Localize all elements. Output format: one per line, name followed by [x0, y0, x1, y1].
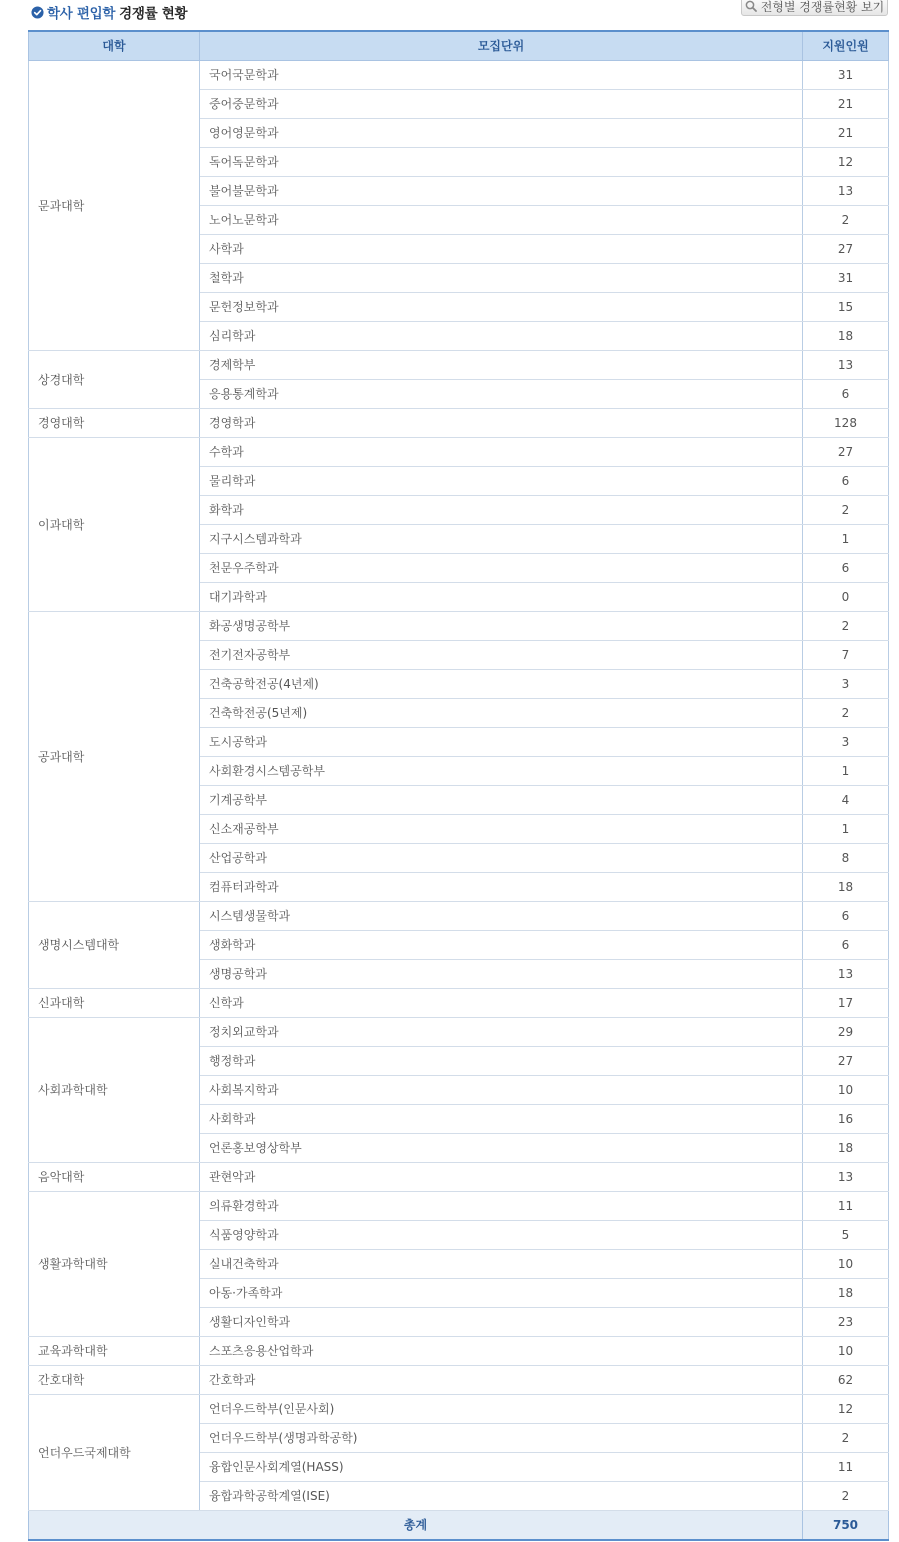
applicant-count-cell: 2: [803, 1481, 889, 1510]
unit-cell: 철학과: [200, 263, 803, 292]
applicant-count-cell: 21: [803, 89, 889, 118]
unit-cell: 천문우주학과: [200, 553, 803, 582]
unit-cell: 행정학과: [200, 1046, 803, 1075]
applicant-count-cell: 6: [803, 466, 889, 495]
table-row: [29, 437, 889, 466]
unit-cell: 언론홍보영상학부: [200, 1133, 803, 1162]
unit-cell: 독어독문학과: [200, 147, 803, 176]
applicant-count-cell: 2: [803, 495, 889, 524]
unit-cell: 생명공학과: [200, 959, 803, 988]
college-cell: 간호대학: [29, 1365, 200, 1394]
unit-cell: 실내건축학과: [200, 1249, 803, 1278]
unit-cell: 사학과: [200, 234, 803, 263]
applicant-count-cell: 27: [803, 437, 889, 466]
applicant-count-cell: 10: [803, 1336, 889, 1365]
college-cell: 언더우드국제대학: [29, 1394, 200, 1510]
unit-cell: 산업공학과: [200, 843, 803, 872]
applicant-count-cell: 13: [803, 176, 889, 205]
column-header-unit: 모집단위: [200, 31, 803, 60]
unit-cell: 응용통계학과: [200, 379, 803, 408]
applicant-count-cell: 2: [803, 205, 889, 234]
applicant-count-cell: 10: [803, 1075, 889, 1104]
unit-cell: 융합과학공학계열(ISE): [200, 1481, 803, 1510]
applicant-count-cell: 16: [803, 1104, 889, 1133]
table-row: [29, 60, 889, 89]
table-row: [29, 408, 889, 437]
column-header-college: 대학: [29, 31, 200, 60]
applicant-count-cell: 31: [803, 60, 889, 89]
applicant-count-cell: 3: [803, 727, 889, 756]
unit-cell: 사회환경시스템공학부: [200, 756, 803, 785]
applicant-count-cell: 12: [803, 147, 889, 176]
applicant-count-cell: 6: [803, 379, 889, 408]
applicant-count-cell: 27: [803, 234, 889, 263]
unit-cell: 관현악과: [200, 1162, 803, 1191]
applicant-count-cell: 62: [803, 1365, 889, 1394]
unit-cell: 경영학과: [200, 408, 803, 437]
applicant-count-cell: 18: [803, 321, 889, 350]
applicant-count-cell: 31: [803, 263, 889, 292]
applicant-count-cell: 1: [803, 524, 889, 553]
applicant-count-cell: 11: [803, 1452, 889, 1481]
table-row: [29, 1365, 889, 1394]
table-row: [29, 1394, 889, 1423]
applicant-count-cell: 18: [803, 1133, 889, 1162]
unit-cell: 언더우드학부(생명과학공학): [200, 1423, 803, 1452]
applicant-count-cell: 15: [803, 292, 889, 321]
total-label: 총계: [29, 1510, 803, 1540]
unit-cell: 신학과: [200, 988, 803, 1017]
unit-cell: 사회학과: [200, 1104, 803, 1133]
applicant-count-cell: 13: [803, 959, 889, 988]
college-cell: 신과대학: [29, 988, 200, 1017]
applicant-count-cell: 12: [803, 1394, 889, 1423]
unit-cell: 융합인문사회계열(HASS): [200, 1452, 803, 1481]
unit-cell: 지구시스템과학과: [200, 524, 803, 553]
applicant-count-cell: 2: [803, 611, 889, 640]
college-cell: 경영대학: [29, 408, 200, 437]
applicant-count-cell: 7: [803, 640, 889, 669]
unit-cell: 문헌정보학과: [200, 292, 803, 321]
applicant-count-cell: 27: [803, 1046, 889, 1075]
unit-cell: 화학과: [200, 495, 803, 524]
unit-cell: 건축공학전공(4년제): [200, 669, 803, 698]
unit-cell: 식품영양학과: [200, 1220, 803, 1249]
applicant-count-cell: 8: [803, 843, 889, 872]
unit-cell: 수학과: [200, 437, 803, 466]
unit-cell: 도시공학과: [200, 727, 803, 756]
applicant-count-cell: 2: [803, 1423, 889, 1452]
college-cell: 생명시스템대학: [29, 901, 200, 988]
applicant-count-cell: 5: [803, 1220, 889, 1249]
unit-cell: 언더우드학부(인문사회): [200, 1394, 803, 1423]
table-row: [29, 611, 889, 640]
applicant-count-cell: 21: [803, 118, 889, 147]
college-cell: 이과대학: [29, 437, 200, 611]
unit-cell: 생화학과: [200, 930, 803, 959]
total-value: 750: [803, 1510, 889, 1540]
unit-cell: 노어노문학과: [200, 205, 803, 234]
unit-cell: 아동·가족학과: [200, 1278, 803, 1307]
table-row: [29, 1191, 889, 1220]
unit-cell: 시스템생물학과: [200, 901, 803, 930]
unit-cell: 정치외교학과: [200, 1017, 803, 1046]
applicant-count-cell: 4: [803, 785, 889, 814]
table-body: [29, 60, 889, 1510]
table-row: [29, 988, 889, 1017]
applicant-count-cell: 29: [803, 1017, 889, 1046]
unit-cell: 영어영문학과: [200, 118, 803, 147]
applicant-count-cell: 6: [803, 930, 889, 959]
applicant-count-cell: 1: [803, 814, 889, 843]
applicant-count-cell: 6: [803, 901, 889, 930]
applicant-count-cell: 13: [803, 350, 889, 379]
unit-cell: 불어불문학과: [200, 176, 803, 205]
table-header-row: [29, 31, 889, 60]
total-row: [29, 1510, 889, 1540]
title-accent: 학사 편입학: [47, 6, 116, 22]
applicant-count-cell: 17: [803, 988, 889, 1017]
unit-cell: 신소재공학부: [200, 814, 803, 843]
unit-cell: 건축학전공(5년제): [200, 698, 803, 727]
unit-cell: 컴퓨터과학과: [200, 872, 803, 901]
section-title: [31, 2, 187, 22]
top-bar: [0, 0, 899, 26]
applicant-count-cell: 0: [803, 582, 889, 611]
table-row: [29, 1336, 889, 1365]
competition-rate-table: [28, 30, 889, 1541]
unit-cell: 경제학부: [200, 350, 803, 379]
unit-cell: 기계공학부: [200, 785, 803, 814]
table-row: [29, 350, 889, 379]
unit-cell: 심리학과: [200, 321, 803, 350]
unit-cell: 대기과학과: [200, 582, 803, 611]
college-cell: 교육과학대학: [29, 1336, 200, 1365]
college-cell: 생활과학대학: [29, 1191, 200, 1336]
unit-cell: 전기전자공학부: [200, 640, 803, 669]
applicant-count-cell: 23: [803, 1307, 889, 1336]
applicant-count-cell: 13: [803, 1162, 889, 1191]
applicant-count-cell: 6: [803, 553, 889, 582]
applicant-count-cell: 10: [803, 1249, 889, 1278]
applicant-count-cell: 3: [803, 669, 889, 698]
search-icon: [745, 0, 757, 12]
unit-cell: 스포츠응용산업학과: [200, 1336, 803, 1365]
unit-cell: 중어중문학과: [200, 89, 803, 118]
college-cell: 음악대학: [29, 1162, 200, 1191]
table-row: [29, 1017, 889, 1046]
unit-cell: 생활디자인학과: [200, 1307, 803, 1336]
college-cell: 문과대학: [29, 60, 200, 350]
unit-cell: 국어국문학과: [200, 60, 803, 89]
applicant-count-cell: 11: [803, 1191, 889, 1220]
unit-cell: 의류환경학과: [200, 1191, 803, 1220]
table-row: [29, 1162, 889, 1191]
applicant-count-cell: 18: [803, 1278, 889, 1307]
table-row: [29, 901, 889, 930]
college-cell: 상경대학: [29, 350, 200, 408]
title-rest: 경쟁률 현황: [119, 6, 188, 22]
column-header-applicants: 지원인원: [803, 31, 889, 60]
view-by-admission-type-button[interactable]: [741, 0, 888, 16]
check-circle-icon: [31, 6, 44, 19]
applicant-count-cell: 18: [803, 872, 889, 901]
applicant-count-cell: 2: [803, 698, 889, 727]
unit-cell: 화공생명공학부: [200, 611, 803, 640]
applicant-count-cell: 128: [803, 408, 889, 437]
unit-cell: 물리학과: [200, 466, 803, 495]
view-button-label: 전형별 경쟁률현황 보기: [760, 0, 885, 14]
college-cell: 공과대학: [29, 611, 200, 901]
applicant-count-cell: 1: [803, 756, 889, 785]
unit-cell: 사회복지학과: [200, 1075, 803, 1104]
unit-cell: 간호학과: [200, 1365, 803, 1394]
college-cell: 사회과학대학: [29, 1017, 200, 1162]
